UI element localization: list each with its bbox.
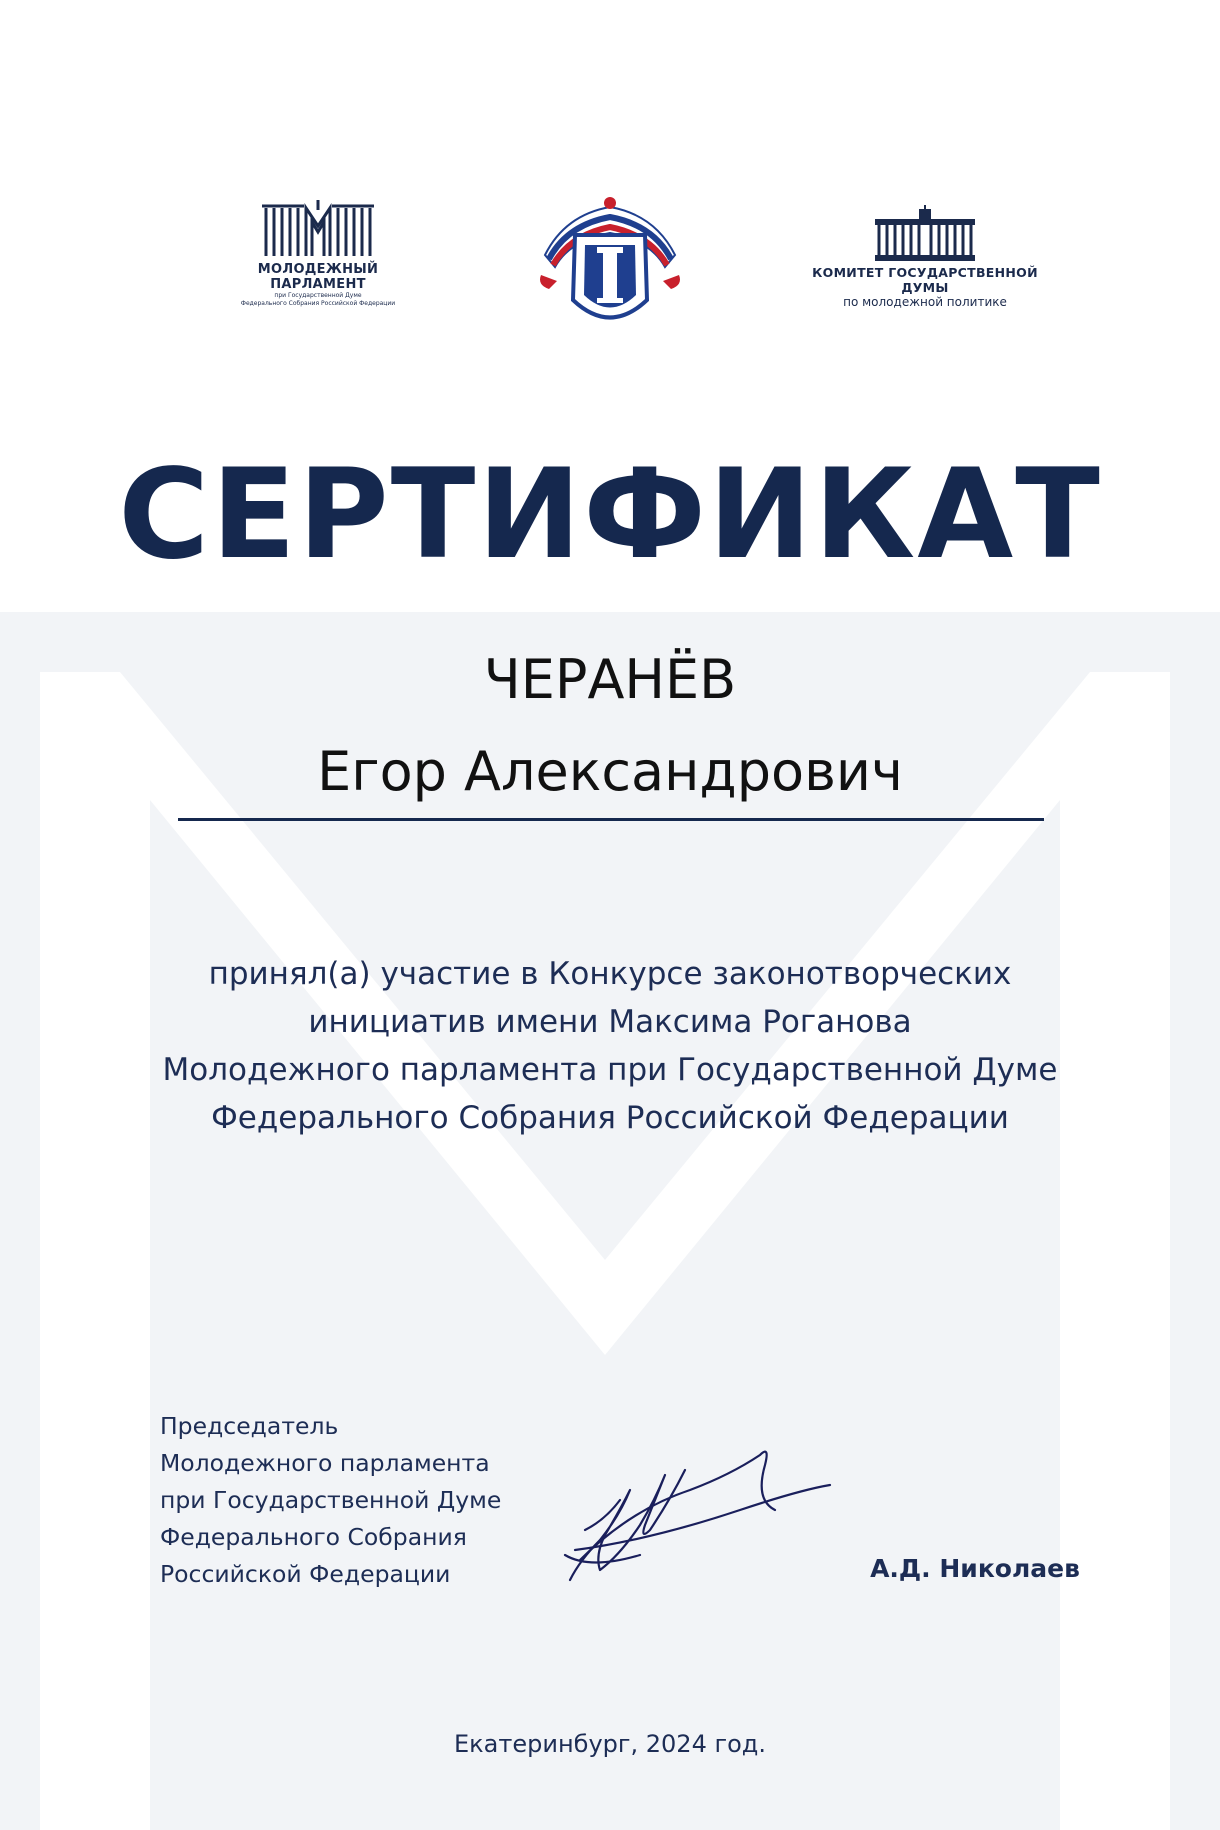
position-line: Российской Федерации (160, 1560, 451, 1588)
certificate-body (80, 950, 1140, 1142)
duma-committee-subtitle: по молодежной политике (843, 295, 1007, 309)
duma-committee-logo (790, 205, 1060, 310)
signer-name: А.Д. Николаев (870, 1554, 1080, 1583)
certificate-title: СЕРТИФИКАТ (118, 443, 1102, 587)
name-underline (178, 818, 1044, 821)
body-line: принял(а) участие в Конкурсе законотворческих (208, 956, 1012, 992)
body-line: инициатив имени Максима Роганова (308, 1004, 912, 1040)
signer-position (160, 1408, 600, 1593)
position-line: Председатель (160, 1412, 339, 1440)
parliament-columns-icon (260, 200, 376, 258)
youth-parliament-logo (228, 200, 408, 308)
association-emblem-logo (535, 195, 685, 344)
handwritten-signature (560, 1430, 850, 1600)
recipient-last-name: ЧЕРАНЁВ (483, 648, 737, 711)
duma-building-icon (875, 205, 975, 261)
youth-parliament-title: МОЛОДЕЖНЫЙ ПАРЛАМЕНТ (257, 262, 379, 292)
body-line: Молодежного парламента при Государственной Думе (162, 1052, 1058, 1088)
youth-parliament-subtitle: при Государственной Думе Федерального Собрания Российской Федерации (240, 292, 396, 307)
position-line: Молодежного парламента (160, 1449, 490, 1477)
position-line: при Государственной Думе (160, 1486, 502, 1514)
place-and-date: Екатеринбург, 2024 год. (454, 1730, 766, 1758)
association-emblem-icon (535, 195, 685, 340)
body-line: Федерального Собрания Российской Федерации (211, 1100, 1009, 1136)
duma-committee-title: КОМИТЕТ ГОСУДАРСТВЕННОЙ ДУМЫ (812, 265, 1038, 295)
position-line: Федерального Собрания (160, 1523, 467, 1551)
recipient-first-names: Егор Александрович (317, 740, 903, 803)
